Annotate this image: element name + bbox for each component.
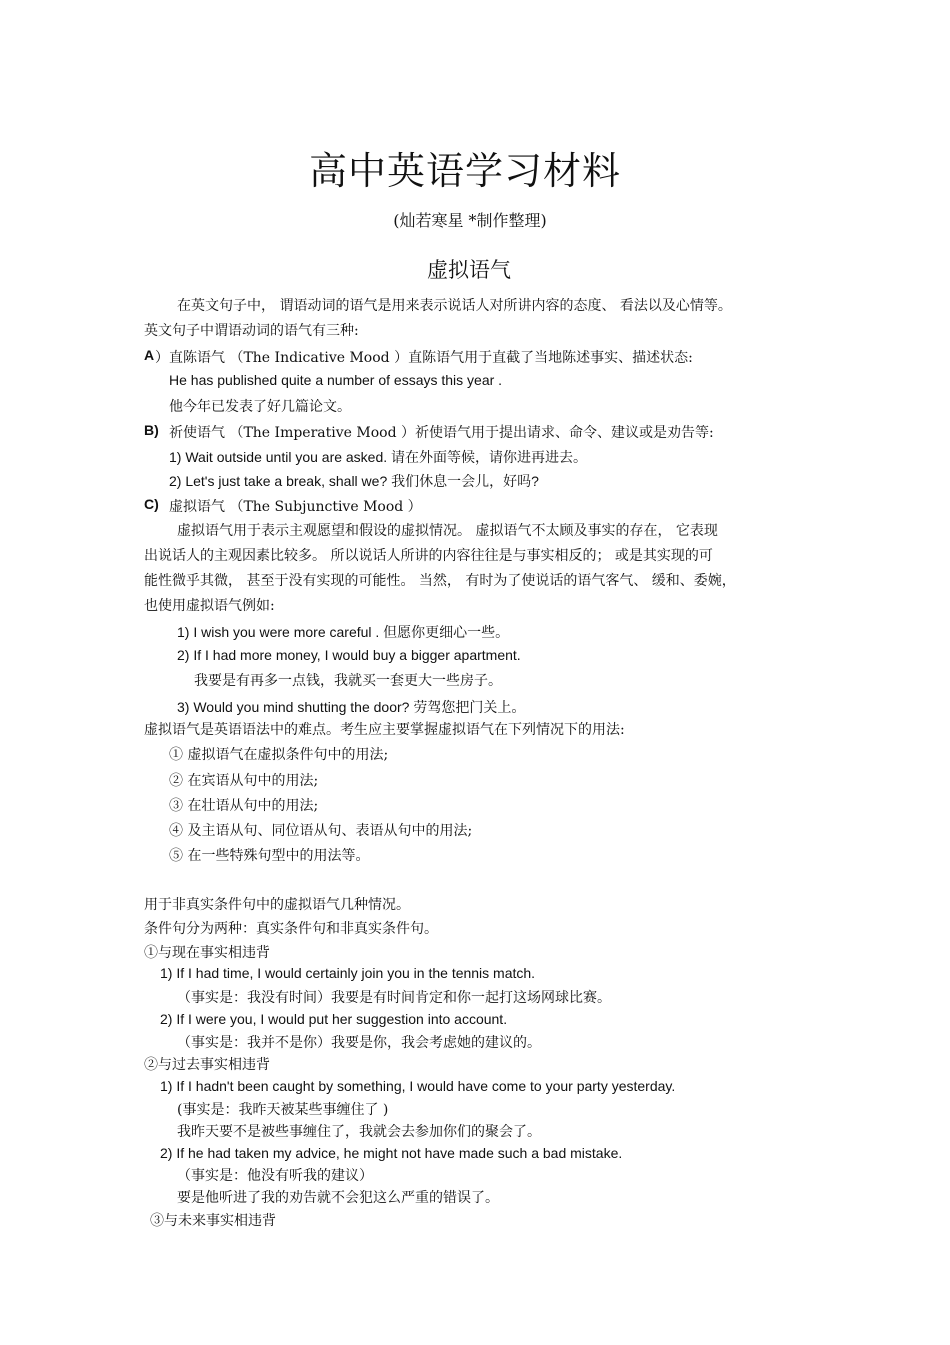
usage-item: ② 在宾语从句中的用法;: [169, 773, 319, 789]
conditional-heading-1: 用于非真实条件句中的虚拟语气几种情况。: [144, 897, 410, 913]
example-3: 3) Would you mind shutting the door? 劳驾您把门关上。: [177, 699, 526, 715]
example-1: 1) I wish you were more careful . 但愿你更细心一些。: [177, 624, 510, 640]
subjunctive-desc-line-1: 虚拟语气用于表示主观愿望和假设的虚拟情况。 虚拟语气不太顾及事实的存在， 它表现: [177, 523, 718, 539]
subjunctive-desc-line-3: 能性微乎其微， 甚至于没有实现的可能性。 当然， 有时为了使说话的语气客气、 缓和、委婉，: [144, 573, 736, 589]
intro-line-1: 在英文句子中， 谓语动词的语气是用来表示说话人对所讲内容的态度、 看法以及心情等。: [177, 298, 732, 314]
mood-a-text: ）直陈语气 （The Indicative Mood ）直陈语气用于直截了当地陈述事实、描述状态:: [155, 350, 693, 366]
case-2-example-1-fact: (事实是：我昨天被某些事缠住了 ): [177, 1102, 389, 1118]
case-2-example-1-translation: 我昨天要不是被些事缠住了，我就会去参加你们的聚会了。: [177, 1124, 541, 1140]
example-2-translation: 我要是有再多一点钱，我就买一套更大一些房子。: [194, 673, 502, 689]
case-1-title: ①与现在事实相违背: [144, 945, 270, 961]
case-1-example-2: 2) If I were you, I would put her suggestion into account.: [160, 1011, 508, 1027]
case-1-example-2-translation: （事实是：我并不是你）我要是你，我会考虑她的建议的。: [177, 1035, 541, 1051]
mood-a-example-cn: 他今年已发表了好几篇论文。: [169, 399, 351, 415]
case-2-example-2-translation: 要是他听进了我的劝告就不会犯这么严重的错误了。: [177, 1190, 499, 1206]
usage-item: ⑤ 在一些特殊句型中的用法等。: [169, 848, 370, 864]
mood-b-label: B): [144, 422, 159, 438]
mood-a-example-en: He has published quite a number of essays this year .: [169, 372, 503, 388]
usage-item: ① 虚拟语气在虚拟条件句中的用法;: [169, 747, 389, 763]
mood-c-label: C): [144, 496, 159, 512]
mood-b-text: 祈使语气 （The Imperative Mood ）祈使语气用于提出请求、命令、建议或是劝告等:: [169, 425, 714, 441]
page-subtitle: (灿若寒星 *制作整理): [393, 211, 547, 230]
usage-item: ③ 在壮语从句中的用法;: [169, 798, 319, 814]
case-2-example-1: 1) If I hadn't been caught by something, I would have come to your party yesterday.: [160, 1078, 676, 1094]
page-title: 高中英语学习材料: [308, 149, 621, 193]
subjunctive-desc-line-2: 出说话人的主观因素比较多。 所以说话人所讲的内容往往是与事实相反的； 或是其实现的可: [144, 548, 713, 564]
example-2: 2) If I had more money, I would buy a bigger apartment.: [177, 647, 521, 663]
case-2-example-2: 2) If he had taken my advice, he might not have made such a bad mistake.: [160, 1145, 623, 1161]
intro-line-2: 英文句子中谓语动词的语气有三种:: [144, 323, 359, 339]
case-2-example-2-fact: （事实是：他没有听我的建议）: [177, 1168, 373, 1184]
mood-c-text: 虚拟语气 （The Subjunctive Mood ）: [169, 499, 422, 515]
mood-b-example-1: 1) Wait outside until you are asked. 请在外面等候，请你进再进去。: [169, 449, 588, 465]
conditional-heading-2: 条件句分为两种：真实条件句和非真实条件句。: [144, 921, 438, 937]
case-1-example-1: 1) If I had time, I would certainly join you in the tennis match.: [160, 965, 536, 981]
case-3-title: ③与未来事实相违背: [150, 1213, 276, 1229]
usage-item: ④ 及主语从句、同位语从句、表语从句中的用法;: [169, 823, 473, 839]
case-1-example-1-translation: （事实是：我没有时间）我要是有时间肯定和你一起打这场网球比赛。: [177, 990, 611, 1006]
subjunctive-desc-line-4: 也使用虚拟语气例如:: [144, 598, 275, 614]
mood-a-label: A: [144, 347, 155, 363]
usage-intro: 虚拟语气是英语语法中的难点。考生应主要掌握虚拟语气在下列情况下的用法:: [144, 722, 625, 738]
section-title: 虚拟语气: [427, 258, 511, 282]
mood-b-example-2: 2) Let's just take a break, shall we? 我们休息一会儿，好吗?: [169, 473, 539, 489]
case-2-title: ②与过去事实相违背: [144, 1057, 270, 1073]
